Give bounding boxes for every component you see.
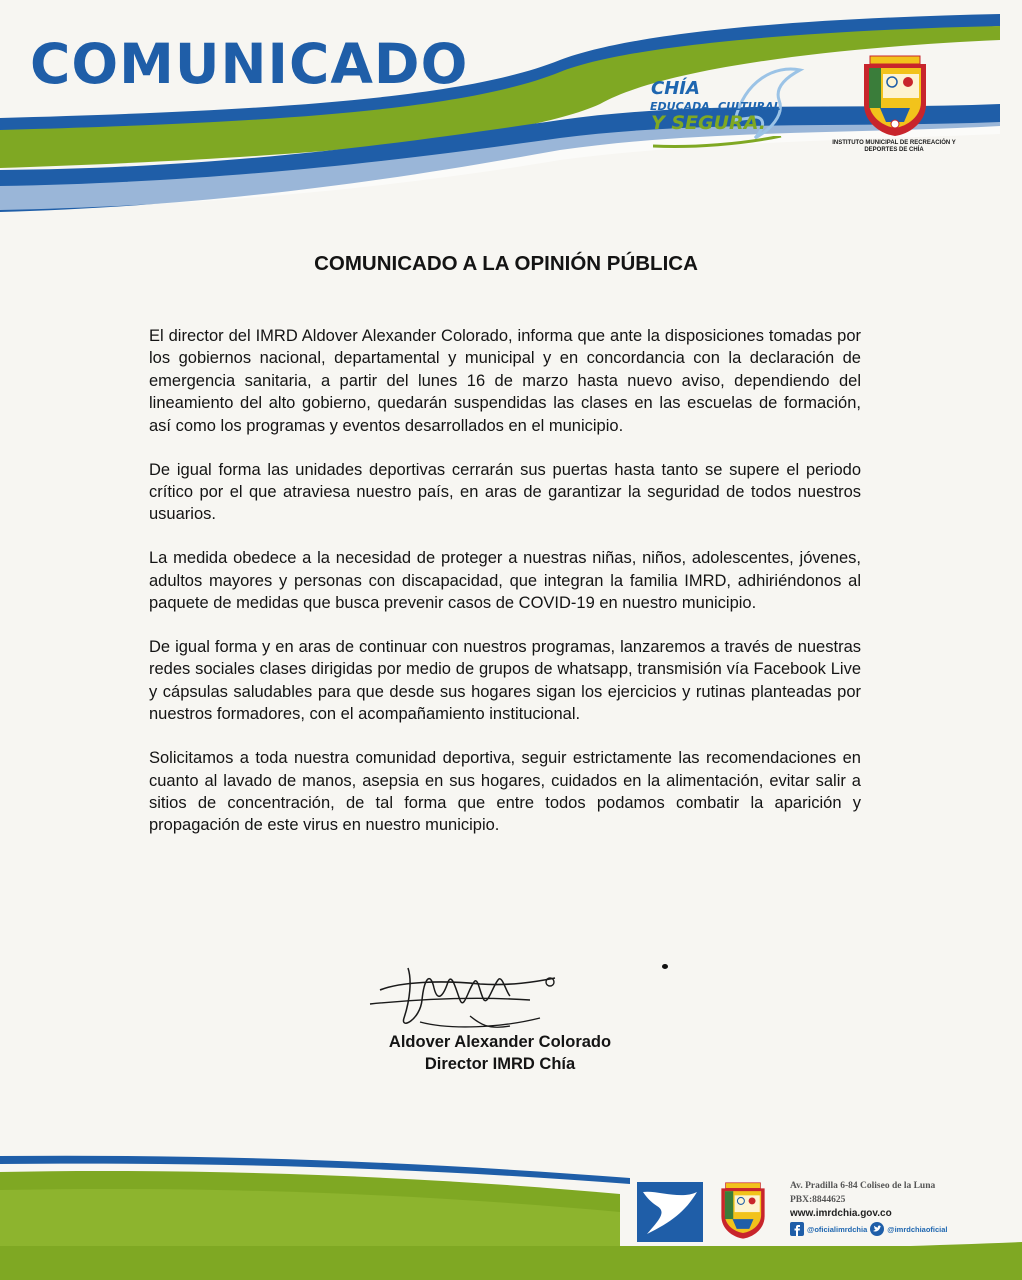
imrd-caption: INSTITUTO MUNICIPAL DE RECREACIÓN Y DEPORTES DE CHÍA [832,140,956,153]
signer-name: Aldover Alexander Colorado [388,1033,612,1051]
chia-municipality-logo [645,60,805,160]
footer-address: Av. Pradilla 6-84 Coliseo de la Luna [790,1181,936,1191]
signer-title: Director IMRD Chía [424,1055,576,1073]
chia-logo-underline [653,136,783,150]
paragraph-5: Solicitamos a toda nuestra comunidad deportiva, seguir estrictamente las recomendaciones en cuanto al lavado de manos, asepsia en sus hogares, cuidados en la alimentación, evitar salir a sitios de concentración, de tal forma que entre todos podamos combatir la aparición y propagación de este virus en nuestro municipio. [149,749,861,835]
chia-bird-logo-icon [637,1182,703,1242]
facebook-icon[interactable] [790,1222,804,1236]
chia-logo-line2: EDUCADA, CULTURAL [650,100,781,113]
chia-logo-line3: Y SEGURA. [651,112,766,134]
signature-block [300,1031,700,1075]
handwritten-signature [360,960,570,1040]
document-heading: COMUNICADO A LA OPINIÓN PÚBLICA [314,252,698,275]
footer-website-link[interactable]: www.imrdchia.gov.co [790,1208,892,1219]
footer-contact-info [790,1180,980,1236]
imrd-seal-icon [860,52,930,138]
footer-social-row [790,1222,980,1236]
twitter-handle[interactable]: @imrdchiaoficial [887,1224,948,1234]
footer-phone: PBX:8844625 [790,1195,846,1205]
imrd-footer-seal-icon [718,1180,768,1240]
chia-logo-line1: CHÍA [651,78,700,99]
facebook-handle[interactable]: @oficialimrdchia [807,1224,868,1234]
paragraph-2: De igual forma las unidades deportivas cerrarán sus puertas hasta tanto se supere el periodo crítico por el que atraviesa nuestro país, en aras de garantizar la seguridad de todos nuestros usuarios. [149,460,861,524]
paragraph-3: La medida obedece a la necesidad de proteger a nuestras niñas, niños, adolescentes, jóvenes, adultos mayores y personas con discapacidad, que integran la familia IMRD, adhiriéndonos al paquete de medidas que busca prevenir casos de COVID-19 en nuestro municipio. [149,549,861,613]
document-body [149,325,861,858]
paragraph-1: El director del IMRD Aldover Alexander Colorado, informa que ante la disposiciones tomadas por los gobiernos nacional, departamental y municipal y en concordancia con la declaración de emergencia sanitaria, a partir del lunes 16 de marzo hasta nuevo aviso, dependiendo del lineamiento del alto gobierno, quedarán suspendidas las clases en las escuelas de formación, así como los programas y eventos desarrollados en el municipio. [149,327,861,435]
paragraph-4: De igual forma y en aras de continuar con nuestros programas, lanzaremos a través de nuestras redes sociales clases dirigidas por medio de grupos de whatsapp, transmisión vía Facebook Live y cápsulas saludables para que desde sus hogares sigan los ejercicios y rutinas planteadas por nuestros formadores, con el acompañamiento institucional. [149,637,861,724]
twitter-icon[interactable] [870,1222,884,1236]
ink-dot [662,964,668,969]
header-title: COMUNICADO [30,32,469,96]
